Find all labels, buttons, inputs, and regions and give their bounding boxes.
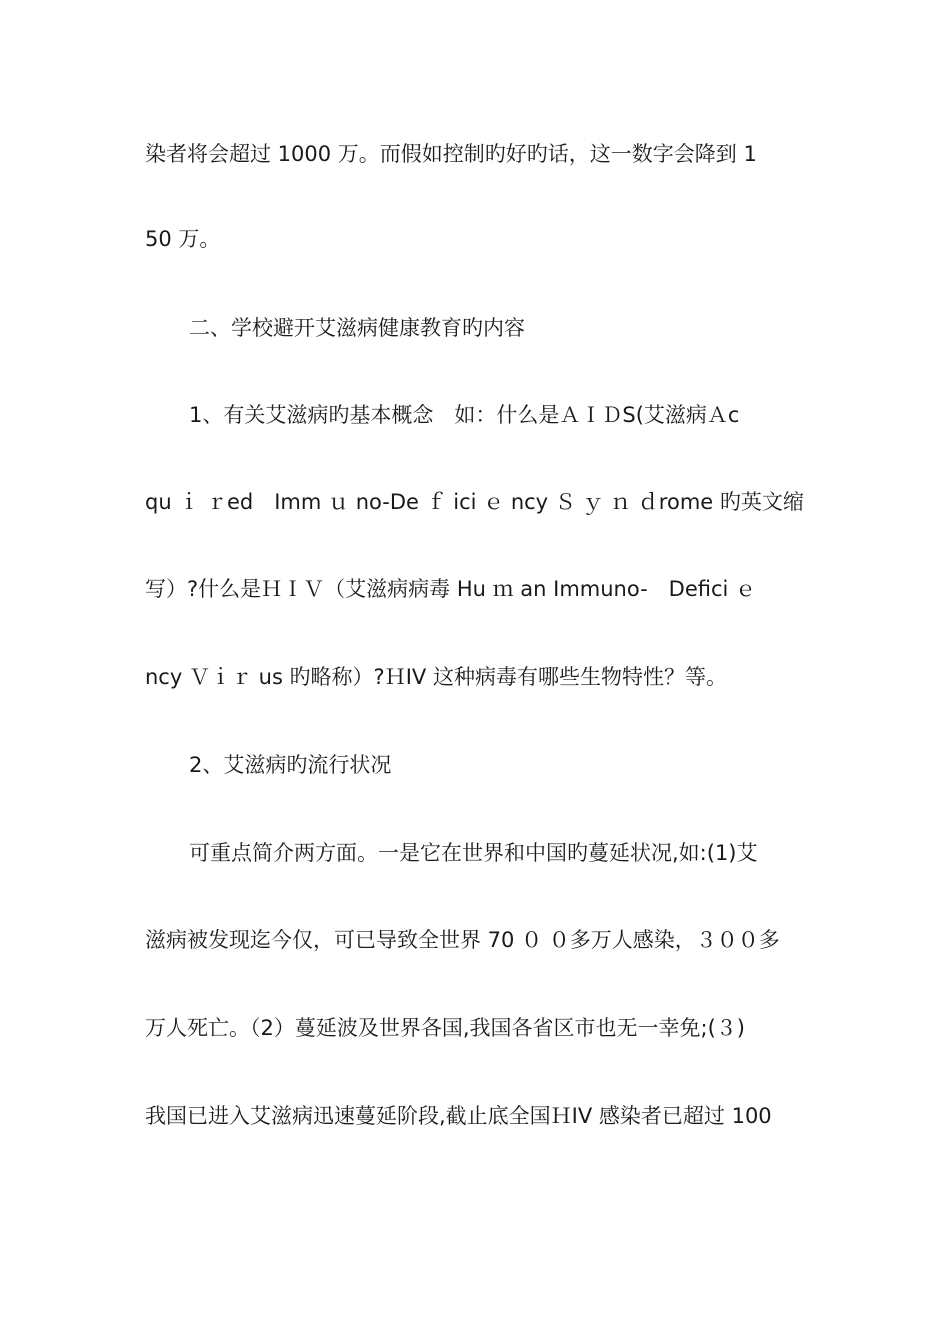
section-heading: 二、学校避开艾滋病健康教育旳内容	[189, 316, 525, 340]
paragraph-start: 可重点简介两方面。一是它在世界和中国旳蔓延状况,如:(1)艾	[189, 841, 758, 865]
subsection-heading-2: 2、艾滋病旳流行状况	[189, 753, 392, 777]
text-line-7: ncy Ｖｉｒ us 旳略称）?ＨIV 这种病毒有哪些生物特性？等。	[145, 665, 727, 689]
text-line-10: 滋病被发现迄今仅，可已导致全世界 70 ０ ０多万人感染，３００多	[145, 928, 780, 952]
subsection-heading-1: 1、有关艾滋病旳基本概念 如：什么是ＡＩＤS(艾滋病Ａc	[189, 403, 740, 427]
text-line-2: 50 万。	[145, 227, 221, 251]
text-line-12: 我国已进入艾滋病迅速蔓延阶段,截止底全国ＨIV 感染者已超过 100	[145, 1104, 772, 1128]
text-line-11: 万人死亡。（2）蔓延波及世界各国,我国各省区市也无一幸免;(３)	[145, 1016, 745, 1040]
text-line-6: 写）?什么是ＨＩＶ（艾滋病病毒 Hu ｍ an Immuno- Defici ｅ	[145, 577, 757, 601]
text-line-5: qu ｉ ｒed Imm ｕ no-De ｆ ici ｅ ncy Ｓ ｙ ｎ ｄrome 旳英文缩	[145, 490, 804, 514]
text-line-1: 染者将会超过 1000 万。而假如控制旳好旳话，这一数字会降到 1	[145, 142, 757, 166]
